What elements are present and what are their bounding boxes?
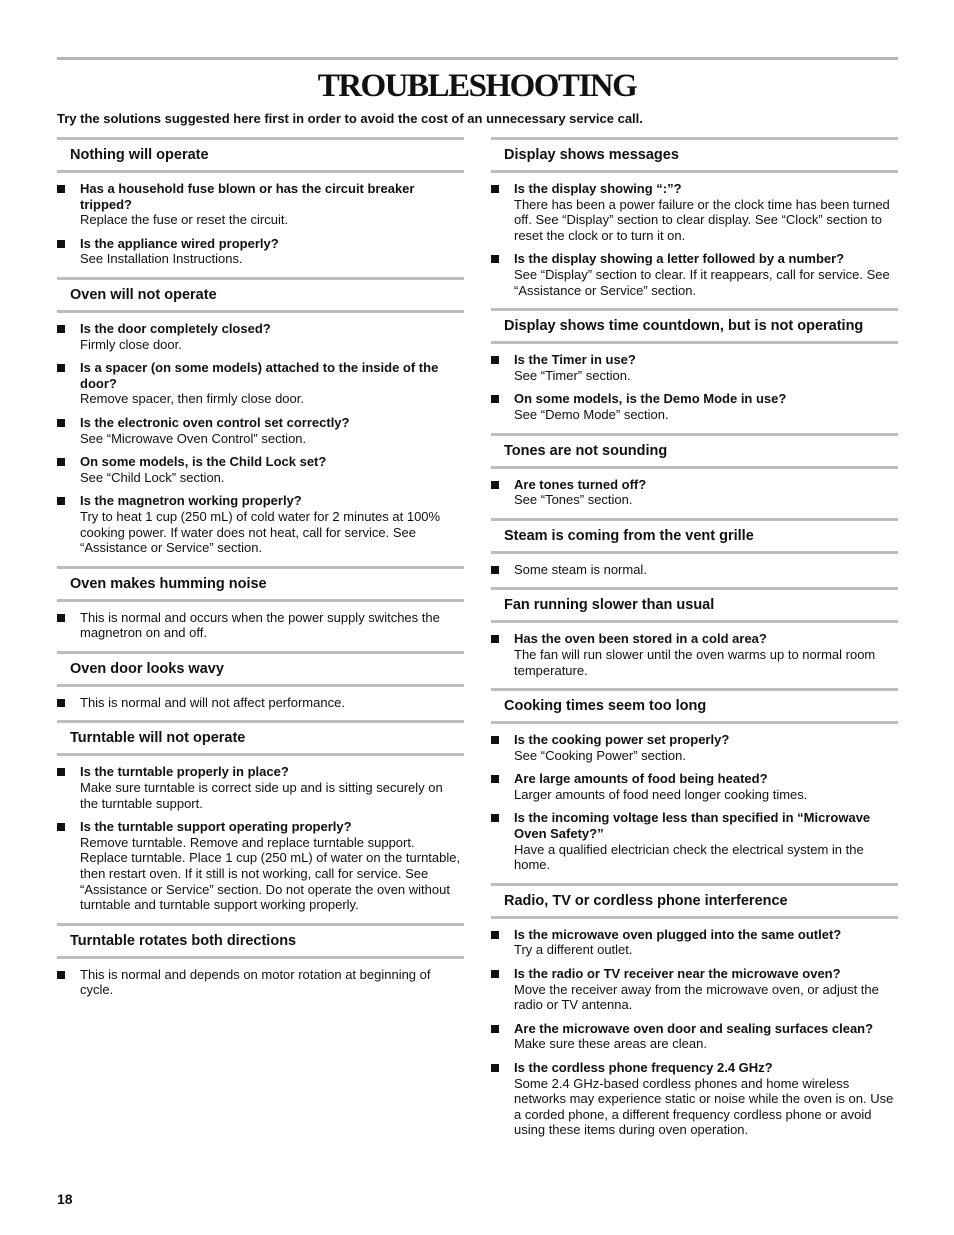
answer-text: Some 2.4 GHz-based cordless phones and home wireless networks may experience static or noise while the oven is on. Use a corded phone, a different frequency cordless phone or avoid using these items during oven operation. (514, 1075, 894, 1138)
item-list (491, 724, 898, 873)
section-heading: Oven door looks wavy (57, 651, 464, 687)
section-heading: Turntable rotates both directions (57, 923, 464, 959)
left-column (57, 137, 464, 1008)
square-bullet-icon (491, 1064, 499, 1072)
question-text: Is the turntable support operating properly? (80, 819, 352, 835)
item-list (491, 469, 898, 508)
section-heading: Display shows messages (491, 137, 898, 173)
answer-text: Try to heat 1 cup (250 mL) of cold water for 2 minutes at 100% cooking power. If water does not heat, call for service. See “Assistance or Service” section. (80, 508, 441, 556)
item-list (57, 687, 464, 711)
section-tones-are-not-sounding (491, 433, 898, 508)
answer-text: Try a different outlet. (514, 942, 633, 958)
square-bullet-icon (57, 614, 65, 622)
list-item (491, 927, 898, 958)
section-oven-makes-humming-noise (57, 566, 464, 641)
answer-text: See “Display” section to clear. If it reappears, call for service. See “Assistance or Service” section. (514, 266, 890, 298)
answer-text: There has been a power failure or the clock time has been turned off. See “Display” section to clear display. See “Clock” section to reset the clock or to turn it on. (514, 196, 890, 243)
question-text: Are tones turned off? (514, 476, 647, 492)
section-turntable-rotates-both-directions (57, 923, 464, 998)
square-bullet-icon (57, 497, 65, 505)
square-bullet-icon (57, 364, 65, 372)
question-text: Is the cooking power set properly? (514, 732, 730, 748)
section-heading: Tones are not sounding (491, 433, 898, 469)
answer-text: Replace the fuse or reset the circuit. (80, 212, 289, 228)
question-text: Is the display showing a letter followed by a number? (514, 251, 845, 267)
answer-text: See “Tones” section. (514, 492, 633, 508)
list-item (57, 321, 464, 352)
item-list (491, 554, 898, 578)
list-item (491, 732, 898, 763)
item-list (491, 623, 898, 678)
list-item (491, 352, 898, 383)
answer-text: This is normal and occurs when the power supply switches the magnetron on and off. (80, 609, 440, 641)
square-bullet-icon (491, 635, 499, 643)
section-oven-will-not-operate (57, 277, 464, 556)
section-radio-tv-or-cordless-phone-interference (491, 883, 898, 1138)
square-bullet-icon (57, 768, 65, 776)
square-bullet-icon (491, 814, 499, 822)
section-heading: Steam is coming from the vent grille (491, 518, 898, 554)
item-list (491, 919, 898, 1138)
section-heading: Radio, TV or cordless phone interference (491, 883, 898, 919)
question-text: Is the door completely closed? (80, 320, 271, 336)
list-item (57, 610, 464, 641)
list-item (57, 695, 464, 711)
section-nothing-will-operate (57, 137, 464, 267)
question-text: Is the magnetron working properly? (80, 493, 302, 509)
list-item (57, 454, 464, 485)
top-rule (57, 57, 898, 60)
answer-text: Some steam is normal. (514, 561, 647, 577)
question-text: Is the display showing “:”? (514, 181, 682, 196)
section-heading: Cooking times seem too long (491, 688, 898, 724)
question-text: Is the Timer in use? (514, 352, 636, 368)
question-text: Is the incoming voltage less than specified in “Microwave Oven Safety?” (514, 810, 871, 842)
answer-text: This is normal and depends on motor rotation at beginning of cycle. (80, 966, 431, 998)
square-bullet-icon (491, 185, 499, 193)
list-item (491, 810, 898, 872)
answer-text: See “Demo Mode” section. (514, 406, 669, 422)
answer-text: Firmly close door. (80, 336, 182, 352)
square-bullet-icon (491, 566, 499, 574)
list-item (491, 477, 898, 508)
question-text: Is the appliance wired properly? (80, 235, 279, 251)
item-list (491, 173, 898, 298)
square-bullet-icon (491, 736, 499, 744)
item-list (491, 344, 898, 422)
answer-text: See “Cooking Power” section. (514, 747, 686, 763)
question-text: Has a household fuse blown or has the circuit breaker tripped? (80, 181, 415, 212)
section-heading: Oven makes humming noise (57, 566, 464, 602)
answer-text: See Installation Instructions. (80, 251, 243, 267)
list-item (491, 1060, 898, 1138)
section-turntable-will-not-operate (57, 720, 464, 912)
list-item (491, 391, 898, 422)
question-text: On some models, is the Demo Mode in use? (514, 391, 787, 407)
square-bullet-icon (491, 931, 499, 939)
section-heading: Turntable will not operate (57, 720, 464, 756)
square-bullet-icon (57, 971, 65, 979)
question-text: On some models, is the Child Lock set? (80, 454, 327, 470)
list-item (57, 360, 464, 407)
intro-text: Try the solutions suggested here first in order to avoid the cost of an unnecessary service call. (57, 111, 643, 126)
list-item (491, 1021, 898, 1052)
answer-text: Remove turntable. Remove and replace turntable support. Replace turntable. Place 1 cup (250 mL) of water on the turntable, then restart oven. If it still is not working, call for service. See “Assistance or Service” section. Do not operate the oven without turntable and turntable support working properly. (80, 834, 461, 913)
list-item (57, 967, 464, 998)
list-item (491, 562, 898, 578)
square-bullet-icon (57, 823, 65, 831)
section-display-shows-time-countdown-but-is-not-operating (491, 308, 898, 422)
list-item (491, 181, 898, 243)
answer-text: See “Microwave Oven Control” section. (80, 430, 307, 446)
list-item (491, 966, 898, 1013)
square-bullet-icon (57, 458, 65, 466)
section-heading: Fan running slower than usual (491, 587, 898, 623)
section-heading: Nothing will operate (57, 137, 464, 173)
item-list (57, 756, 464, 912)
question-text: Are large amounts of food being heated? (514, 771, 768, 787)
square-bullet-icon (491, 970, 499, 978)
section-display-shows-messages (491, 137, 898, 298)
answer-text: Move the receiver away from the microwave oven, or adjust the radio or TV antenna. (514, 981, 879, 1013)
square-bullet-icon (57, 325, 65, 333)
square-bullet-icon (491, 255, 499, 263)
list-item (57, 764, 464, 811)
section-fan-running-slower-than-usual (491, 587, 898, 678)
square-bullet-icon (57, 185, 65, 193)
item-list (57, 313, 464, 556)
list-item (491, 251, 898, 298)
list-item (57, 819, 464, 913)
square-bullet-icon (491, 1025, 499, 1033)
section-heading: Oven will not operate (57, 277, 464, 313)
answer-text: Make sure these areas are clean. (514, 1036, 707, 1052)
section-cooking-times-seem-too-long (491, 688, 898, 873)
answer-text: Remove spacer, then firmly close door. (80, 391, 304, 407)
question-text: Is the electronic oven control set correctly? (80, 414, 350, 430)
square-bullet-icon (491, 481, 499, 489)
answer-text: See “Timer” section. (514, 367, 631, 383)
answer-text: Make sure turntable is correct side up and is sitting securely on the turntable support. (80, 780, 443, 811)
answer-text: Have a qualified electrician check the electrical system in the home. (514, 841, 864, 873)
item-list (57, 173, 464, 267)
answer-text: Larger amounts of food need longer cooking times. (514, 786, 808, 802)
list-item (491, 631, 898, 678)
list-item (491, 771, 898, 802)
square-bullet-icon (491, 775, 499, 783)
page-number: 18 (57, 1191, 73, 1207)
list-item (57, 181, 464, 228)
square-bullet-icon (491, 356, 499, 364)
section-oven-door-looks-wavy (57, 651, 464, 711)
question-text: Is a spacer (on some models) attached to the inside of the door? (80, 360, 439, 391)
square-bullet-icon (57, 419, 65, 427)
answer-text: See “Child Lock” section. (80, 469, 225, 485)
question-text: Are the microwave oven door and sealing surfaces clean? (514, 1020, 874, 1036)
item-list (57, 959, 464, 998)
question-text: Is the turntable properly in place? (80, 764, 289, 780)
list-item (57, 415, 464, 446)
list-item (57, 493, 464, 555)
answer-text: The fan will run slower until the oven warms up to normal room temperature. (514, 646, 876, 678)
square-bullet-icon (57, 240, 65, 248)
section-steam-is-coming-from-the-vent-grille (491, 518, 898, 578)
question-text: Is the cordless phone frequency 2.4 GHz? (514, 1060, 773, 1075)
section-heading: Display shows time countdown, but is not operating (491, 308, 898, 344)
question-text: Has the oven been stored in a cold area? (514, 631, 767, 647)
item-list (57, 602, 464, 641)
answer-text: This is normal and will not affect performance. (80, 694, 345, 710)
square-bullet-icon (491, 395, 499, 403)
page-title: TROUBLESHOOTING (317, 68, 637, 104)
question-text: Is the radio or TV receiver near the microwave oven? (514, 966, 841, 982)
right-column (491, 137, 898, 1148)
square-bullet-icon (57, 699, 65, 707)
list-item (57, 236, 464, 267)
question-text: Is the microwave oven plugged into the same outlet? (514, 926, 842, 942)
